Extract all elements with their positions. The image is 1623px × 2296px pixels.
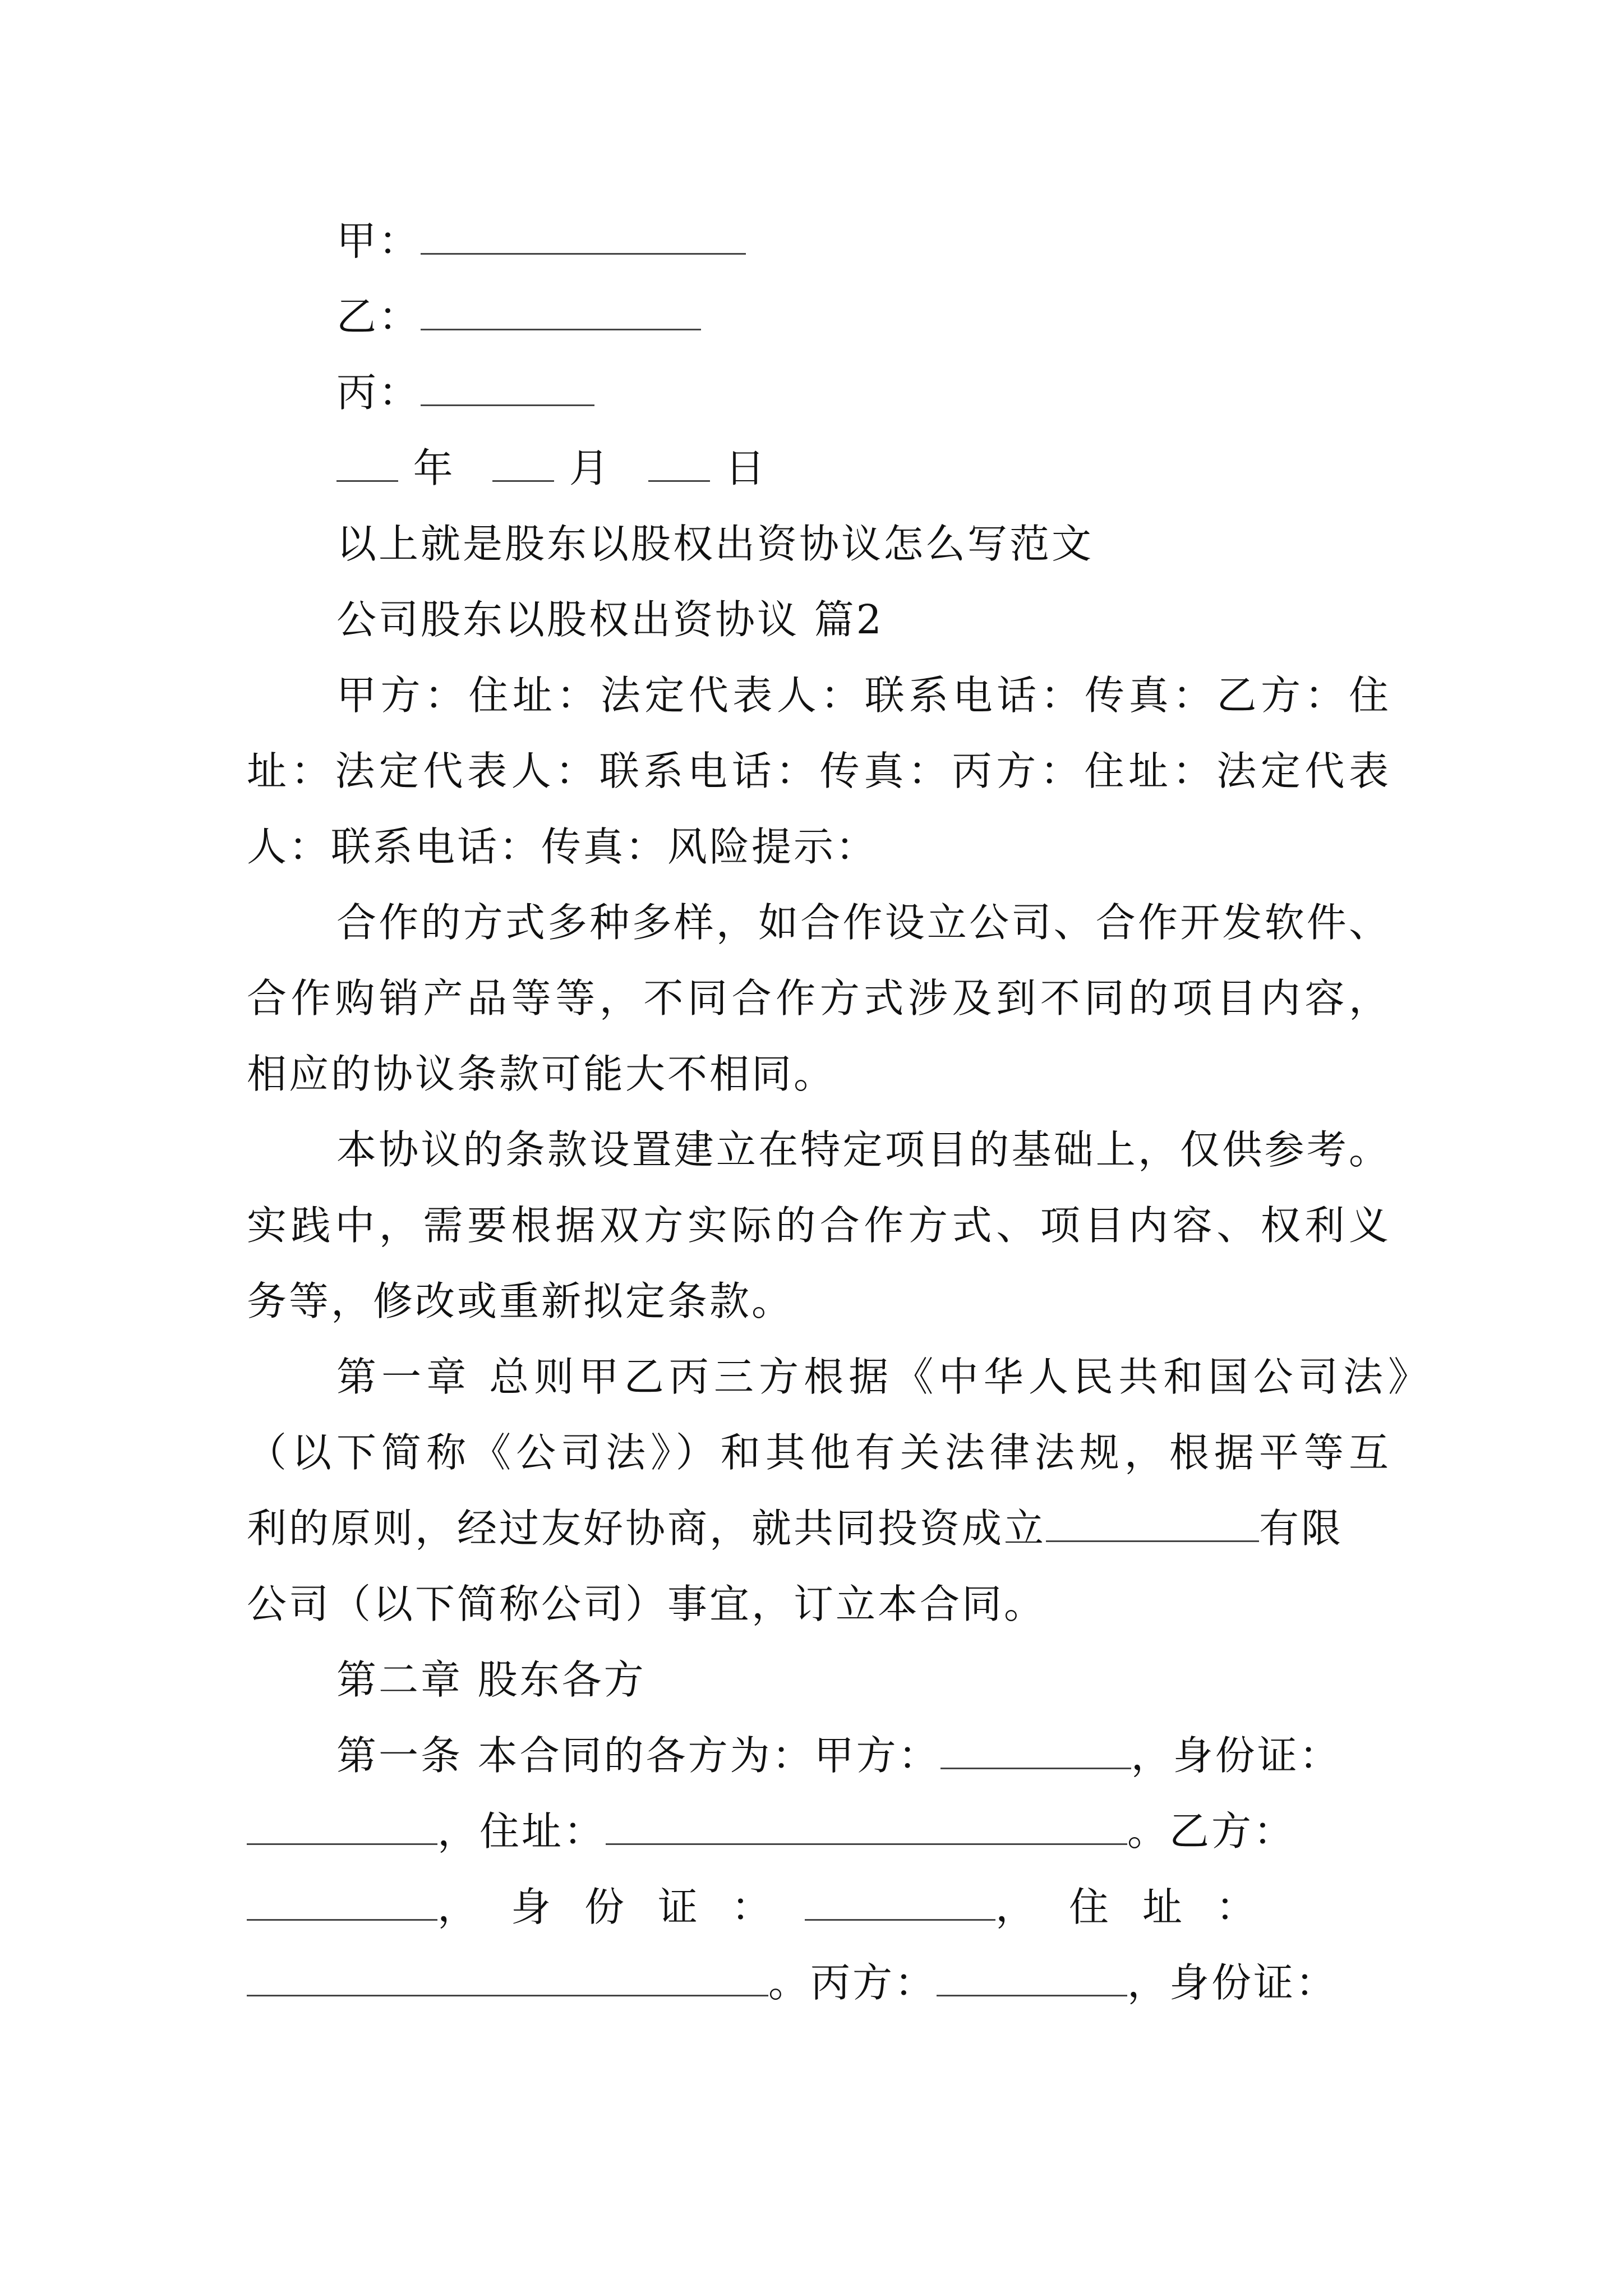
risk-p1-line-3: 相应的协议条款可能大不相同。 [247, 1051, 836, 1097]
article1-line-4-party-c-label: 。丙方： [768, 1959, 937, 2006]
date-month-label: 月 [569, 445, 611, 491]
party-a-id-blank [247, 1809, 437, 1845]
signature-yi-label: 乙： [336, 293, 421, 340]
date-day-label: 日 [725, 445, 767, 491]
risk-p1-line-1: 合作的方式多种多样，如合作设立公司、合作开发软件、 [336, 899, 1391, 946]
party-b-id-blank [805, 1884, 995, 1921]
signature-jia-blank [421, 218, 746, 255]
chapter2-title: 第二章 股东各方 [336, 1657, 646, 1703]
chapter1-line-2: （以下简称《公司法》）和其他有关法律法规，根据平等互 [247, 1429, 1391, 1476]
signature-bing-label: 丙： [336, 369, 421, 416]
article1-line-2 [247, 1803, 1391, 1860]
chapter1-line-4: 公司（以下简称公司）事宜，订立本合同。 [247, 1581, 1046, 1627]
parties-line-2: 址：法定代表人：联系电话：传真：丙方：住址：法定代表 [247, 748, 1391, 794]
party-c-name-blank [937, 1960, 1127, 1996]
article1-line-4-id-label: ，身份证： [1127, 1959, 1338, 2006]
risk-p1-line-2: 合作购销产品等等，不同合作方式涉及到不同的项目内容， [247, 975, 1391, 1022]
article1-line-3-id-label: ，身份证： [437, 1884, 805, 1930]
section-title-2: 公司股东以股权出资协议 篇2 [336, 596, 884, 643]
party-b-address-blank [247, 1960, 768, 1996]
date-day-blank [648, 445, 710, 482]
closing-note: 以上就是股东以股权出资协议怎么写范文 [336, 521, 1094, 567]
article1-line-1-text: 第一条 本合同的各方为：甲方： [336, 1732, 940, 1779]
article1-line-2-address-label: ，住址： [437, 1808, 606, 1855]
date-year-label: 年 [413, 445, 455, 491]
article1-line-1-id-label: ，身份证： [1131, 1732, 1341, 1779]
chapter1-line-1: 第一章 总则甲乙丙三方根据《中华人民共和国公司法》 [336, 1354, 1430, 1400]
signature-yi [336, 289, 1391, 345]
article1-line-1 [336, 1728, 1391, 1784]
risk-p2-line-1: 本协议的条款设置建立在特定项目的基础上，仅供参考。 [336, 1126, 1391, 1173]
article1-line-3 [247, 1879, 1391, 1935]
signature-jia-label: 甲： [336, 218, 421, 264]
chapter1-line-3-text: 利的原则，经过友好协商，就共同投资成立 [247, 1505, 1046, 1552]
parties-line-1: 甲方：住址：法定代表人：联系电话：传真：乙方：住 [336, 672, 1391, 719]
date-year-blank [336, 445, 398, 482]
parties-line-3: 人：联系电话：传真：风险提示： [247, 823, 878, 870]
risk-p2-line-3: 务等，修改或重新拟定条款。 [247, 1278, 794, 1324]
signature-bing [336, 365, 1391, 421]
chapter1-line-3-suffix: 有限 [1259, 1505, 1344, 1552]
chapter1-line-3 [247, 1501, 1391, 1557]
article1-line-4 [247, 1955, 1391, 2011]
risk-p2-line-2: 实践中，需要根据双方实际的合作方式、项目内容、权利义 [247, 1202, 1391, 1249]
party-a-name-blank [940, 1733, 1131, 1769]
signature-date [336, 440, 1391, 496]
party-a-address-blank [606, 1809, 1127, 1845]
party-b-name-blank [247, 1884, 437, 1921]
date-month-blank [492, 445, 554, 482]
signature-bing-blank [421, 370, 594, 406]
article1-line-2-party-b-label: 。乙方： [1127, 1808, 1296, 1855]
article1-line-3-address-label: ，住址： [995, 1884, 1290, 1930]
signature-yi-blank [421, 294, 701, 330]
company-name-blank [1046, 1506, 1259, 1542]
signature-jia [336, 213, 1391, 269]
